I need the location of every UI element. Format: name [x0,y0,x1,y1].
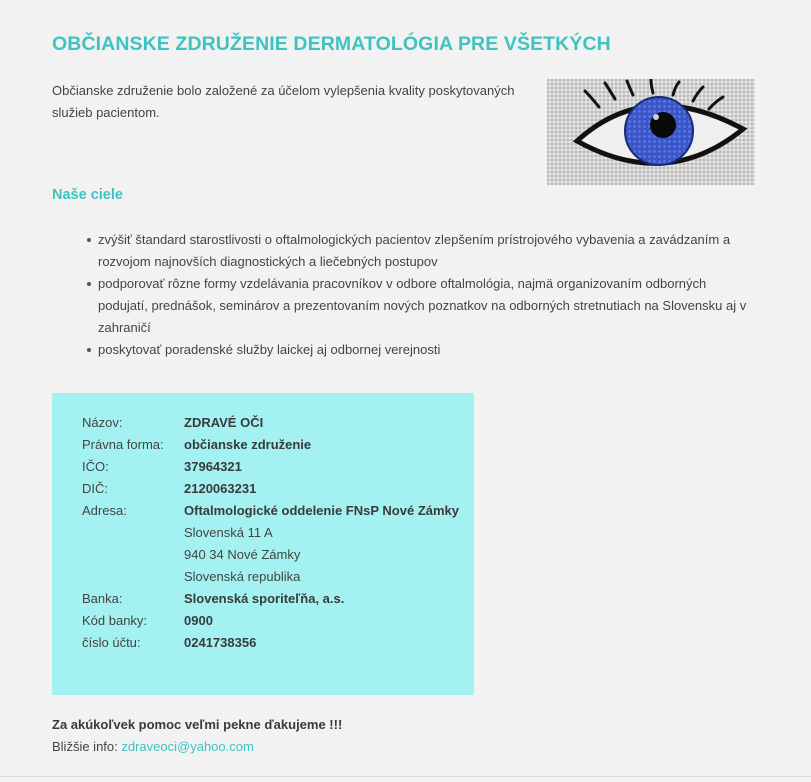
info-label: IČO: [82,459,109,474]
info-label: Banka: [82,591,123,606]
info-value: 2120063231 [184,481,257,496]
info-label: DIČ: [82,481,108,496]
list-item: zvýšiť štandard starostlivosti o oftalmologických pacientov zlepšením prístrojového vybavenia a zavádzaním a rozvojom najnovších diagnostických a liečebných postupov [98,229,752,273]
list-item: poskytovať poradenské služby laickej aj odbornej verejnosti [98,339,752,361]
email-link[interactable]: zdraveoci@yahoo.com [121,739,254,754]
info-value: ZDRAVÉ OČI [184,415,264,430]
info-label: Právna forma: [82,437,164,452]
info-value: Oftalmologické oddelenie FNsP Nové Zámky [184,503,460,518]
info-label: číslo účtu: [82,635,141,650]
eye-mosaic-image [547,79,755,185]
goals-heading: Naše ciele [52,187,123,203]
contact-line [52,736,254,758]
info-value: Slovenská sporiteľňa, a.s. [184,591,345,606]
info-value: Slovenská republika [184,569,301,584]
list-item: podporovať rôzne formy vzdelávania pracovníkov v odbore oftalmológia, najmä organizovaním odborných podujatí, prednášok, seminárov a prezentovaním nových poznatkov na odborných stretnutiach na Slovensku aj v zahraničí [98,273,752,339]
info-label: Kód banky: [82,613,148,628]
info-value: 37964321 [184,459,242,474]
info-label: Názov: [82,415,123,430]
goals-list [52,229,752,361]
thanks-text: Za akúkoľvek pomoc veľmi pekne ďakujeme !!! [52,717,343,732]
info-value: Slovenská 11 A [184,525,273,540]
info-label: Adresa: [82,503,127,518]
bottom-divider [0,776,811,777]
intro-text: Občianske združenie bolo založené za účelom vylepšenia kvality poskytovaných služieb pacientom. [52,83,515,120]
info-value: 0241738356 [184,635,257,650]
page-content [52,0,756,782]
page-title: OBČIANSKE ZDRUŽENIE DERMATOLÓGIA PRE VŠETKÝCH [52,33,611,55]
organization-info-box [52,393,474,695]
info-value: občianske združenie [184,437,312,452]
contact-label: Bližšie info: [52,739,118,754]
info-value: 940 34 Nové Zámky [184,547,301,562]
info-value: 0900 [184,613,213,628]
